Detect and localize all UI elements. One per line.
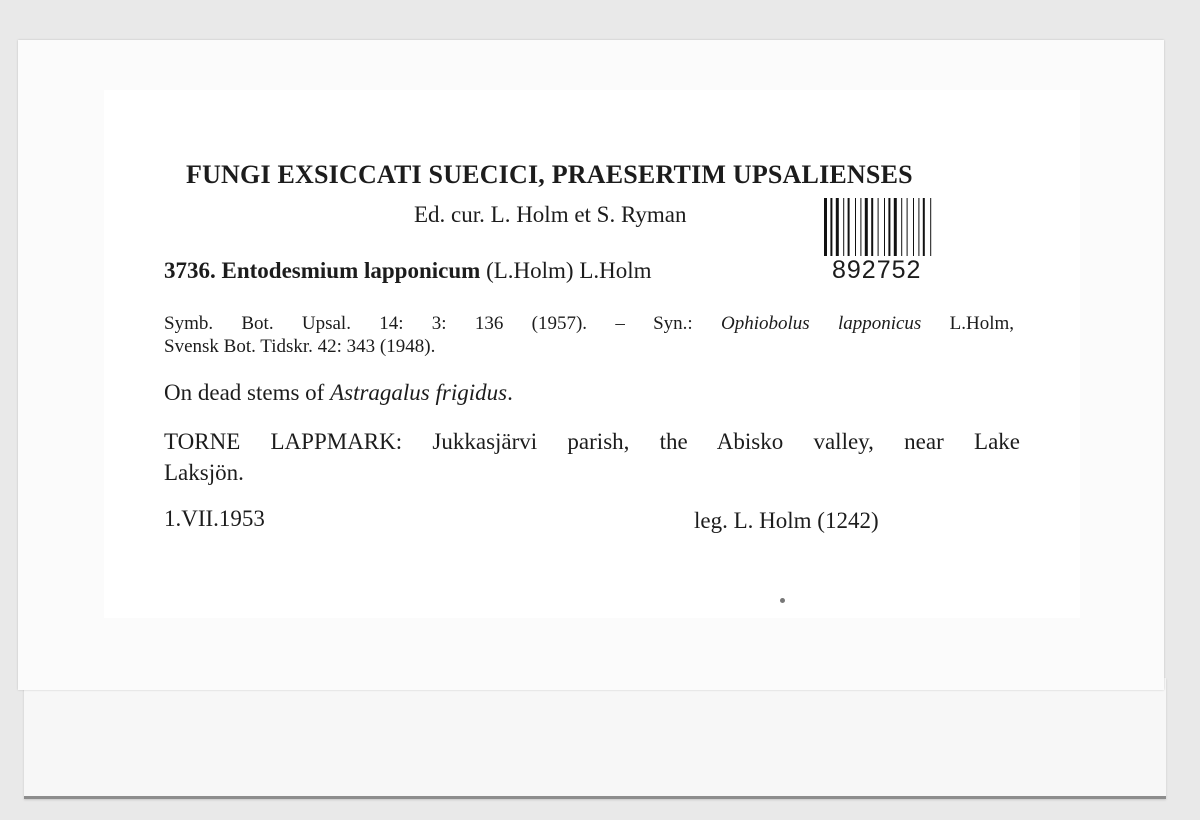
collector: leg. L. Holm (1242) [694,508,879,533]
reference-citation [164,312,1014,358]
barcode-number: 892752 [832,256,922,284]
herbarium-sheet [18,40,1164,690]
collection-date: 1.VII.1953 [164,506,265,531]
habitat-prefix: On dead stems of [164,380,331,405]
paper-speck [780,598,785,603]
locality-line1: TORNE LAPPMARK: Jukkasjärvi parish, the Abisko valley, near Lake [164,429,1020,454]
synonym-name: Ophiobolus lapponicus [720,313,922,334]
label-editors: Ed. cur. L. Holm et S. Ryman [414,202,687,227]
species-number-name: 3736. Entodesmium lapponicum [164,258,481,283]
habitat-line [164,380,513,406]
reference-line2: Svensk Bot. Tidskr. 42: 343 (1948). [164,336,436,357]
reference-text: Symb. Bot. Upsal. 14: 3: 136 (1957). – Syn.: [164,313,721,334]
species-authority: (L.Holm) L.Holm [480,258,652,283]
synonym-author: L.Holm, [921,313,1014,334]
barcode-icon [822,198,968,256]
locality-line2: Laksjön. [164,460,244,485]
label-title: FUNGI EXSICCATI SUECICI, PRAESERTIM UPSALIENSES [186,160,913,189]
species-line [164,258,652,284]
specimen-label [104,90,1080,618]
backing-sheet [24,678,1166,799]
locality [164,426,1020,488]
habitat-suffix: . [507,380,513,405]
host-name: Astragalus frigidus [330,380,508,405]
